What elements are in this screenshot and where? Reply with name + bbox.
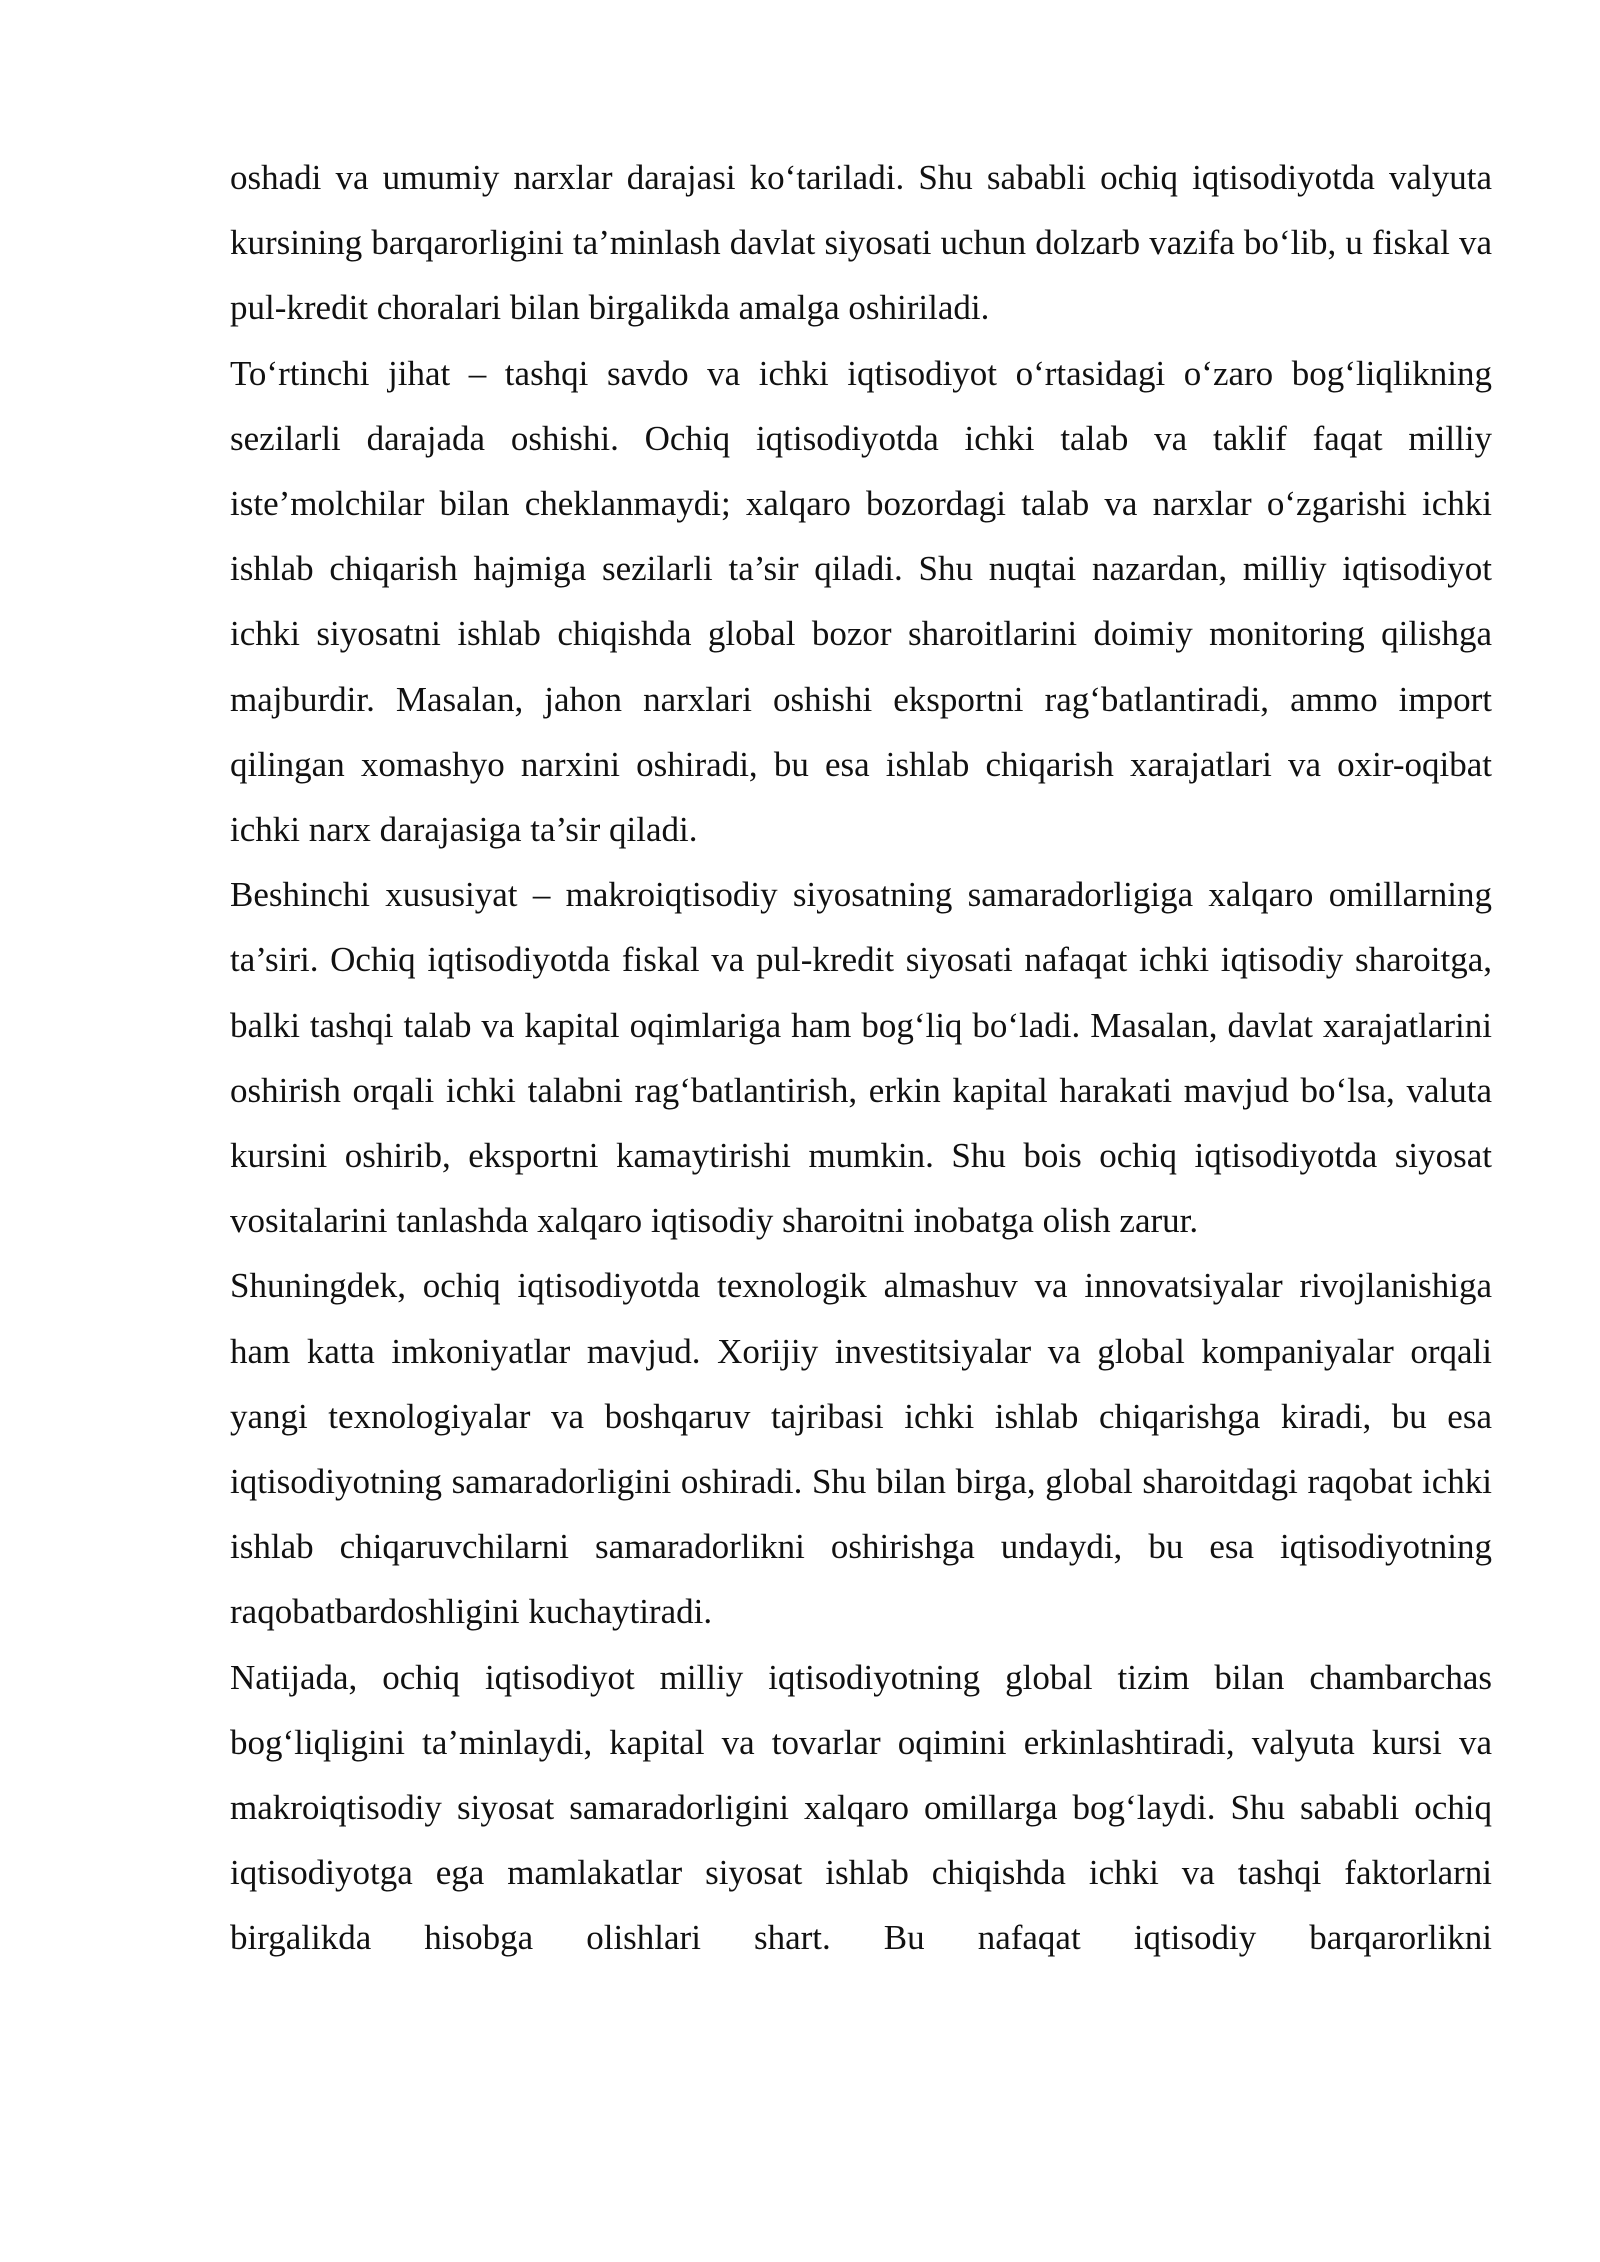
paragraph-exchange-rate-conclusion: oshadi va umumiy narxlar darajasi ko‘tariladi. Shu sababli ochiq iqtisodiyotda valyuta kursining barqarorligini ta’minlash davlat siyosati uchun dolzarb vazifa bo‘lib, u fiskal va pul-kredit choralari bilan birgalikda amalga oshiriladi.: [230, 158, 1492, 328]
body-text: [230, 145, 1492, 1971]
paragraph-fourth-aspect: To‘rtinchi jihat – tashqi savdo va ichki iqtisodiyot o‘rtasidagi o‘zaro bog‘liqlikning sezilarli darajada oshishi. Ochiq iqtisodiyotda ichki talab va taklif faqat milliy iste’molchilar bilan cheklanmaydi; xalqaro bozordagi talab va narxlar o‘zgarishi ichki ishlab chiqarish hajmiga sezilarli ta’sir qiladi. Shu nuqtai nazardan, milliy iqtisodiyot ichki siyosatni ishlab chiqishda global bozor sharoitlarini doimiy monitoring qilishga majburdir. Masalan, jahon narxlari oshishi eksportni rag‘batlantiradi, ammo import qilingan xomashyo narxini oshiradi, bu esa ishlab chiqarish xarajatlari va oxir-oqibat ichki narx darajasiga ta’sir qiladi.: [230, 353, 1492, 850]
paragraph-fifth-feature: Beshinchi xususiyat – makroiqtisodiy siyosatning samaradorligiga xalqaro omillarning ta’siri. Ochiq iqtisodiyotda fiskal va pul-kredit siyosati nafaqat ichki iqtisodiy sharoitga, balki tashqi talab va kapital oqimlariga ham bog‘liq bo‘ladi. Masalan, davlat xarajatlarini oshirish orqali ichki talabni rag‘batlantirish, erkin kapital harakati mavjud bo‘lsa, valuta kursini oshirib, eksportni kamaytirishi mumkin. Shu bois ochiq iqtisodiyotda siyosat vositalarini tanlashda xalqaro iqtisodiy sharoitni inobatga olish zarur.: [230, 875, 1492, 1241]
paragraph-technology-exchange: Shuningdek, ochiq iqtisodiyotda texnologik almashuv va innovatsiyalar rivojlanishiga ham katta imkoniyatlar mavjud. Xorijiy investitsiyalar va global kompaniyalar orqali yangi texnologiyalar va boshqaruv tajribasi ichki ishlab chiqarishga kiradi, bu esa iqtisodiyotning samaradorligini oshiradi. Shu bilan birga, global sharoitdagi raqobat ichki ishlab chiqaruvchilarni samaradorlikni oshirishga undaydi, bu esa iqtisodiyotning raqobatbardoshligini kuchaytiradi.: [230, 1266, 1492, 1632]
paragraph-conclusion: Natijada, ochiq iqtisodiyot milliy iqtisodiyotning global tizim bilan chambarchas bog‘liqligini ta’minlaydi, kapital va tovarlar oqimini erkinlashtiradi, valyuta kursi va makroiqtisodiy siyosat samaradorligini xalqaro omillarga bog‘laydi. Shu sababli ochiq iqtisodiyotga ega mamlakatlar siyosat ishlab chiqishda ichki va tashqi faktorlarni birgalikda hisobga olishlari shart. Bu nafaqat iqtisodiy barqarorlikni: [230, 1657, 1492, 1958]
